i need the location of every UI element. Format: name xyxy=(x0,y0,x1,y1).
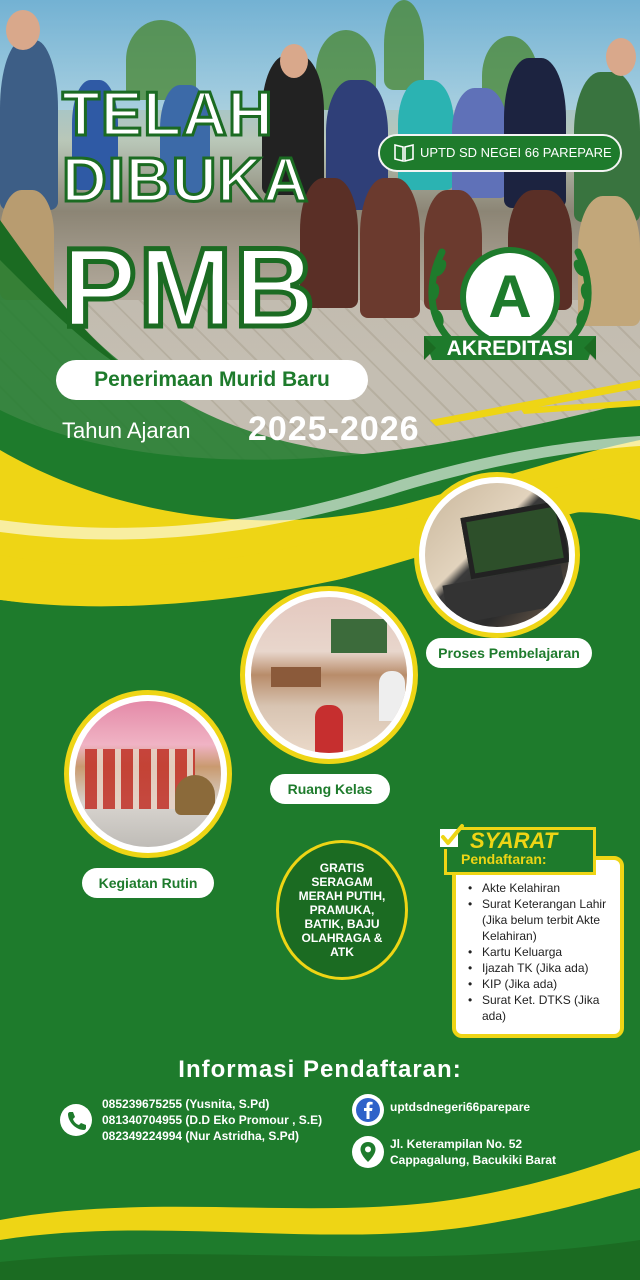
contact-phone[interactable]: 081340704955 (D.D Eko Promour , S.E) xyxy=(102,1113,323,1127)
gratis-text: GRATIS SERAGAM MERAH PUTIH, PRAMUKA, BATIK, BAJU OLAHRAGA & ATK xyxy=(298,861,386,959)
requirements-subtitle: Pendaftaran: xyxy=(461,851,547,867)
address-line1: Jl. Keterampilan No. 52 xyxy=(390,1137,523,1151)
accreditation-grade: A xyxy=(488,263,532,330)
label-kegiatan: Kegiatan Rutin xyxy=(82,868,214,898)
label-ruang: Ruang Kelas xyxy=(270,774,390,804)
headline-dibuka: DIBUKA xyxy=(62,146,310,215)
label-proses: Proses Pembelajaran xyxy=(426,638,592,668)
photo-proses xyxy=(414,472,580,638)
checkmark-icon xyxy=(436,822,466,852)
facebook-icon xyxy=(352,1094,384,1126)
year-label: Tahun Ajaran xyxy=(62,418,191,443)
accreditation-label: AKREDITASI xyxy=(446,337,574,360)
address-line2: Cappagalung, Bacukiki Barat xyxy=(390,1153,557,1167)
subtitle-pill: Penerimaan Murid Baru xyxy=(56,360,368,400)
info-title: Informasi Pendaftaran: xyxy=(178,1056,462,1083)
list-item: • Akte Kelahiran xyxy=(466,880,618,896)
contact-list xyxy=(102,1096,322,1144)
requirements-title: SYARAT xyxy=(470,828,558,853)
facebook-handle[interactable]: uptdsdnegeri66parepare xyxy=(390,1100,531,1114)
list-item: • Surat Ket. DTKS (Jika ada) xyxy=(466,992,618,1024)
school-year: 2025-2026 xyxy=(248,410,420,448)
list-item: • Ijazah TK (Jika ada) xyxy=(466,960,618,976)
headline-pmb: PMB xyxy=(62,225,317,350)
photo-ruang xyxy=(240,586,418,764)
book-icon xyxy=(392,141,416,165)
phone-icon xyxy=(60,1104,92,1136)
photo-kegiatan xyxy=(64,690,232,858)
address xyxy=(390,1136,556,1168)
gratis-badge xyxy=(276,840,408,980)
list-item: • Surat Keterangan Lahir (Jika belum terbit Akte Kelahiran) xyxy=(466,896,618,944)
requirements-list xyxy=(466,880,618,1024)
location-pin-icon xyxy=(352,1136,384,1168)
list-item: • KIP (Jika ada) xyxy=(466,976,618,992)
school-badge: UPTD SD NEGEI 66 PAREPARE xyxy=(378,134,622,172)
contact-phone[interactable]: 082349224994 (Nur Astridha, S.Pd) xyxy=(102,1129,299,1143)
contact-phone[interactable]: 085239675255 (Yusnita, S.Pd) xyxy=(102,1097,270,1111)
headline-telah: TELAH xyxy=(62,80,274,149)
list-item: • Kartu Keluarga xyxy=(466,944,618,960)
